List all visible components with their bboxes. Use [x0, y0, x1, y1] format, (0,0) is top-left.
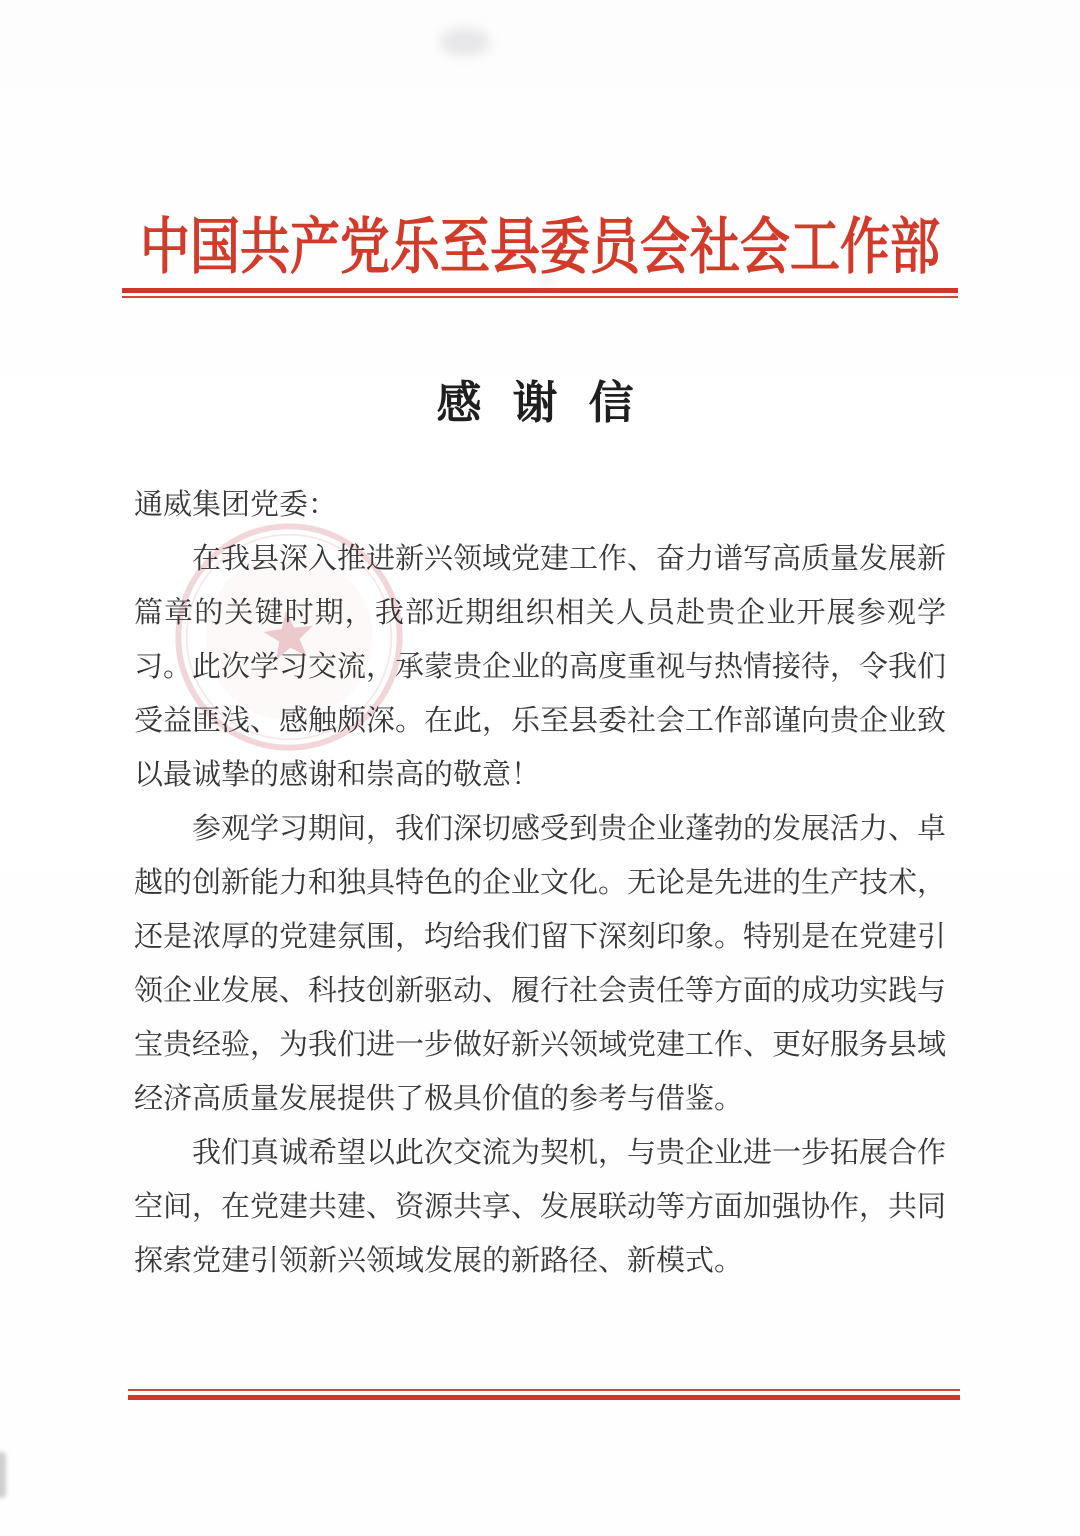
body-paragraph-1: 在我县深入推进新兴领域党建工作、奋力谱写高质量发展新篇章的关键时期，我部近期组织相关人员赴贵企业开展参观学习。此次学习交流，承蒙贵企业的高度重视与热情接待，令我们受益匪浅、感触颇深。在此，乐至县委社会工作部谨向贵企业致以最诚挚的感谢和崇高的敬意！: [134, 543, 947, 791]
footer-divider-thick-line: [128, 1395, 960, 1400]
body-paragraph-2: 参观学习期间，我们深切感受到贵企业蓬勃的发展活力、卓越的创新能力和独具特色的企业文化。无论是先进的生产技术，还是浓厚的党建氛围，均给我们留下深刻印象。特别是在党建引领企业发展、科技创新驱动、履行社会责任等方面的成功实践与宝贵经验，为我们进一步做好新兴领域党建工作、更好服务县域经济高质量发展提供了极具价值的参考与借鉴。: [134, 813, 947, 1115]
scan-artifact: [0, 1452, 6, 1498]
header-divider: [122, 288, 958, 298]
footer-divider: [128, 1389, 960, 1400]
letterhead-title: 中国共产党乐至县委员会社会工作部: [140, 212, 940, 282]
scan-artifact: [440, 28, 490, 56]
header-divider-thick-line: [122, 288, 958, 293]
salutation-line: 通威集团党委：: [134, 489, 338, 521]
letter-body: [134, 478, 946, 1288]
header-divider-thin-line: [122, 296, 958, 298]
body-paragraph-3: 我们真诚希望以此次交流为契机，与贵企业进一步拓展合作空间，在党建共建、资源共享、发展联动等方面加强协作，共同探索党建引领新兴领域发展的新路径、新模式。: [134, 1137, 947, 1277]
footer-divider-thin-line: [128, 1389, 960, 1391]
document-title: 感 谢 信: [436, 378, 644, 428]
